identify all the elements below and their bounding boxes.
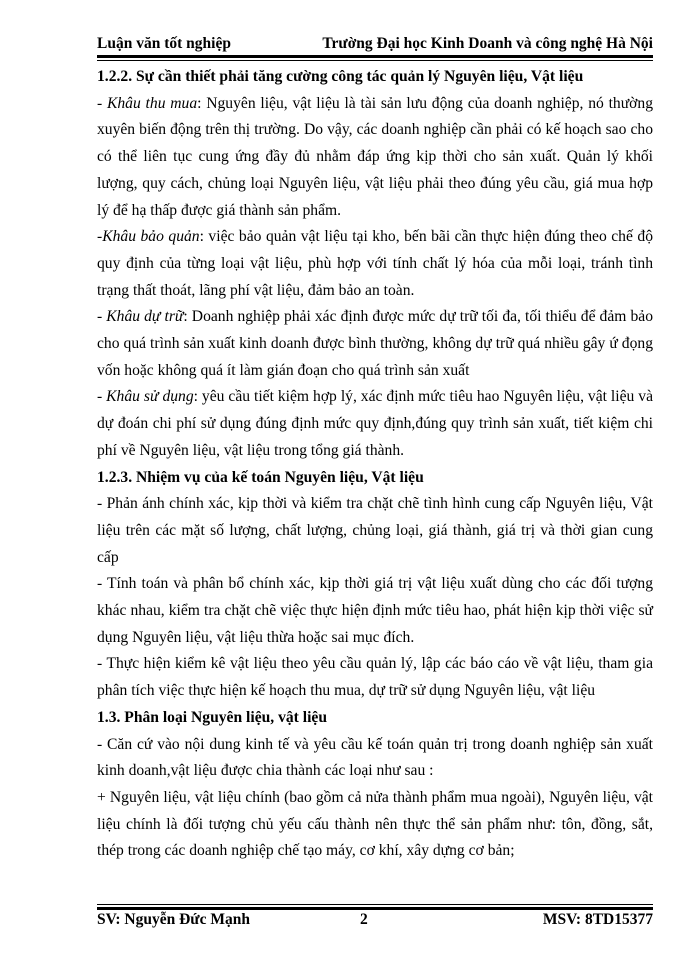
- paragraph-purchasing: [97, 91, 653, 225]
- bullet-dash: -: [97, 94, 107, 112]
- page-header: [97, 34, 653, 54]
- header-thesis-label: Luận văn tốt nghiệp: [97, 35, 231, 52]
- paragraph-text: : yêu cầu tiết kiệm hợp lý, xác định mức tiêu hao Nguyên liệu, vật liệu và dự đoán chi phí sử dụng đúng định mức quy định,đúng quy trình sản xuất, tiết kiệm chi phí về Nguyên liệu, vật liệu trong tổng giá thành.: [97, 388, 653, 459]
- footer-student-name: SV: Nguyễn Đức Mạnh: [97, 911, 250, 928]
- term-storage: Khâu bảo quản: [102, 228, 200, 246]
- header-divider: [97, 55, 653, 61]
- paragraph-text: : Nguyên liệu, vật liệu là tài sản lưu động của doanh nghiệp, nó thường xuyên biến động trên thị trường. Do vậy, các doanh nghiệp cần phải có kế hoạch sao cho có thể liên tục cung ứng đầy đủ nhằm đáp ứng kịp thời cho sản xuất. Quản lý khối lượng, quy cách, chủng loại Nguyên liệu, vật liệu phải theo đúng yêu cầu, giá mua hợp lý để hạ thấp được giá thành sản phẩm.: [97, 94, 653, 219]
- paragraph-task-2: - Tính toán và phân bổ chính xác, kịp thời giá trị vật liệu xuất dùng cho các đối tượng khác nhau, kiểm tra chặt chẽ việc thực hiện định mức tiêu hao, phát hiện kịp thời việc sử dụng Nguyên liệu, vật liệu thừa hoặc sai mục đích.: [97, 575, 653, 646]
- document-body: [97, 64, 653, 865]
- paragraph-text: : việc bảo quản vật liệu tại kho, bến bãi cần thực hiện đúng theo chế độ quy định của từng loại vật liệu, phù hợp với tính chất lý hóa của mỗi loại, tránh tình trạng thất thoát, lãng phí vật liệu, đảm bảo an toàn.: [97, 228, 653, 299]
- paragraph-storage: [97, 224, 653, 304]
- header-university-name: Trường Đại học Kinh Doanh và công nghệ Hà Nội: [322, 35, 653, 52]
- paragraph-text: : Doanh nghiệp phải xác định được mức dự trữ tối đa, tối thiểu để đảm bảo cho quá trình sản xuất kinh doanh được bình thường, không dự trữ quá nhiều gây ứ đọng vốn hoặc không quá ít làm gián đoạn cho quá trình sản xuất: [97, 308, 653, 379]
- bullet-dash: -: [97, 228, 103, 246]
- paragraph-usage: [97, 384, 653, 464]
- paragraph-task-3: - Thực hiện kiểm kê vật liệu theo yêu cầu quản lý, lập các báo cáo về vật liệu, tham gia phân tích việc thực hiện kế hoạch thu mua, dự trữ sử dụng Nguyên liệu, vật liệu: [97, 655, 653, 700]
- bullet-dash: -: [97, 388, 107, 406]
- section-heading-1-3: 1.3. Phân loại Nguyên liệu, vật liệu: [97, 708, 328, 726]
- footer-student-id: MSV: 8TD15377: [542, 911, 653, 928]
- term-usage: Khâu sử dụng: [106, 388, 194, 406]
- term-reserve: Khâu dự trữ: [106, 308, 184, 326]
- section-heading-1-2-2: 1.2.2. Sự cần thiết phải tăng cường công tác quản lý Nguyên liệu, Vật liệu: [97, 68, 584, 85]
- paragraph-task-1: - Phản ánh chính xác, kịp thời và kiểm tra chặt chẽ tình hình cung cấp Nguyên liệu, Vật liệu trên các mặt số lượng, chất lượng, chủng loại, giá thành, giá trị và thời gian cung cấp: [97, 495, 653, 566]
- bullet-dash: -: [97, 308, 107, 326]
- paragraph-classification-intro: - Căn cứ vào nội dung kinh tế và yêu cầu kế toán quản trị trong doanh nghiệp sản xuất kinh doanh,vật liệu được chia thành các loại như sau :: [97, 735, 653, 780]
- term-purchasing: Khâu thu mua: [106, 94, 198, 112]
- paragraph-main-materials: + Nguyên liệu, vật liệu chính (bao gồm cả nửa thành phẩm mua ngoài), Nguyên liệu, vật liệu chính là đối tượng chủ yếu cấu thành nên thực thể sản phẩm như: tôn, đồng, sắt, thép trong các doanh nghiệp chế tạo máy, cơ khí, xây dựng cơ bản;: [97, 788, 653, 860]
- page-footer: [97, 910, 653, 930]
- paragraph-reserve: [97, 304, 653, 384]
- section-heading-1-2-3: 1.2.3. Nhiệm vụ của kế toán Nguyên liệu, Vật liệu: [97, 468, 424, 486]
- page-number: 2: [360, 911, 368, 928]
